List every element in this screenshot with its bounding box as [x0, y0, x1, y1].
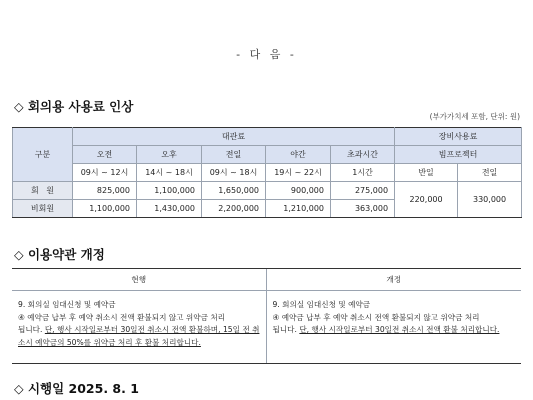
current-clause-line: ④ 예약금 납부 후 예약 취소시 전액 환불되지 않고 위약금 처리 [18, 312, 225, 322]
revised-clause-body [273, 324, 516, 337]
period-header: 오후 [137, 146, 202, 164]
current-terms [12, 291, 266, 364]
row-label-member: 회 원 [13, 182, 73, 200]
fee-cell: 900,000 [266, 182, 331, 200]
time-range: 09시 ~ 18시 [202, 164, 266, 182]
current-clause-body [18, 324, 260, 349]
equip-period: 반일 [395, 164, 458, 182]
equipment-fee-header: 장비사용료 [395, 128, 522, 146]
time-range: 19시 ~ 22시 [266, 164, 331, 182]
revised-clause-lead: 됩니다. [272, 325, 297, 334]
revised-clause-underlined: 단, 행사 시작일로부터 30일전 취소시 전액 환불 처리합니다. [299, 325, 500, 334]
notice-heading: - 다 음 - [236, 48, 297, 61]
col-group-header: 구분 [13, 128, 73, 182]
revised-clause-title: 9. 회의실 임대신청 및 예약금 [272, 300, 371, 309]
revised-header: 개정 [266, 269, 521, 291]
unit-note: (부가가치세 포함, 단위: 원) [429, 112, 520, 121]
period-header: 야간 [266, 146, 331, 164]
current-header: 현행 [12, 269, 266, 291]
rental-fee-header: 대관료 [73, 128, 395, 146]
current-clause-lead: 됩니다. [18, 325, 43, 334]
projector-header: 빔프로젝터 [395, 146, 522, 164]
fee-cell: 1,650,000 [202, 182, 266, 200]
current-clause-underlined: 단, 행사 시작일로부터 30일전 취소시 전액 환불하며, 15일 전 취소시 예약금의 50%를 위약금 처리 후 환불 처리합니다. [18, 325, 260, 347]
revised-clause-line: ④ 예약금 납부 후 예약 취소시 전액 환불되지 않고 위약금 처리 [272, 312, 480, 322]
period-header: 전일 [202, 146, 266, 164]
period-header: 오전 [73, 146, 137, 164]
fee-cell: 1,100,000 [137, 182, 202, 200]
terms-table [12, 268, 521, 364]
fee-cell: 363,000 [331, 200, 395, 218]
time-range: 1시간 [331, 164, 395, 182]
fee-cell: 1,100,000 [73, 200, 137, 218]
time-range: 14시 ~ 18시 [137, 164, 202, 182]
fee-cell: 1,210,000 [266, 200, 331, 218]
fee-section-title: ◇ 회의용 사용료 인상 [14, 99, 134, 114]
fee-cell: 825,000 [73, 182, 137, 200]
period-header: 초과시간 [331, 146, 395, 164]
fee-cell: 275,000 [331, 182, 395, 200]
fee-cell: 2,200,000 [202, 200, 266, 218]
terms-section-title: ◇ 이용약관 개정 [14, 247, 105, 262]
equip-period: 전일 [458, 164, 522, 182]
effective-date-title: ◇ 시행일 2025. 8. 1 [14, 381, 139, 396]
time-range: 09시 ~ 12시 [73, 164, 137, 182]
equip-fee-cell: 330,000 [458, 182, 522, 218]
fee-table [12, 127, 522, 218]
fee-cell: 1,430,000 [137, 200, 202, 218]
current-clause-title: 9. 회의실 임대신청 및 예약금 [18, 300, 116, 309]
row-label-nonmember: 비회원 [13, 200, 73, 218]
revised-terms [266, 291, 521, 364]
equip-fee-cell: 220,000 [395, 182, 458, 218]
